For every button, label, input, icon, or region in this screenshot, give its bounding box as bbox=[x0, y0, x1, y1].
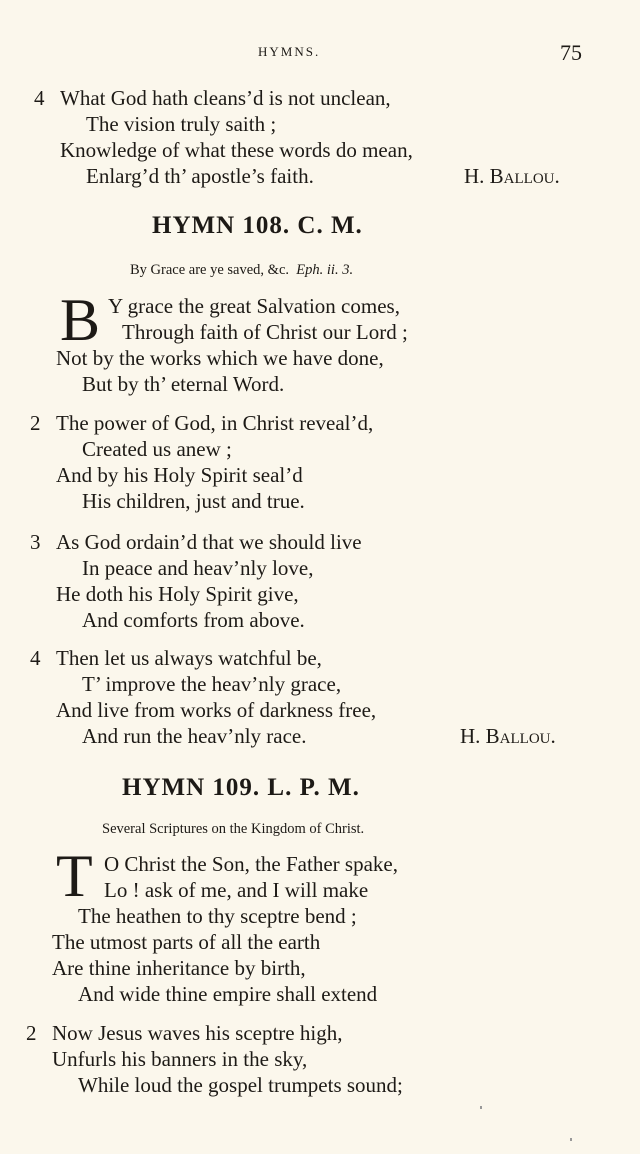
hymn-title: HYMN 108. C. M. bbox=[152, 212, 363, 239]
verse-line: Lo ! ask of me, and I will make bbox=[104, 878, 369, 902]
verse-line: The power of God, in Christ reveal’d, bbox=[56, 411, 374, 435]
hymn-subtitle: Several Scriptures on the Kingdom of Christ. bbox=[102, 821, 365, 837]
verse-line: Y grace the great Salvation comes, bbox=[108, 294, 400, 318]
stanza-number: 4 bbox=[30, 646, 41, 670]
verse-line: The heathen to thy sceptre bend ; bbox=[78, 904, 357, 928]
verse-line: The vision truly saith ; bbox=[86, 112, 277, 136]
paper-speck bbox=[480, 1106, 482, 1109]
verse-line: Enlarg’d th’ apostle’s faith. bbox=[86, 164, 314, 188]
verse-line: As God ordain’d that we should live bbox=[56, 530, 362, 554]
verse-line: Not by the works which we have done, bbox=[56, 346, 384, 370]
verse-line: But by th’ eternal Word. bbox=[82, 372, 285, 396]
page-number: 75 bbox=[560, 40, 582, 65]
verse-line: What God hath cleans’d is not unclean, bbox=[60, 86, 391, 110]
verse-line: He doth his Holy Spirit give, bbox=[56, 582, 299, 606]
verse-line: And wide thine empire shall extend bbox=[78, 982, 378, 1006]
verse-line: Unfurls his banners in the sky, bbox=[52, 1047, 308, 1071]
verse-line: Through faith of Christ our Lord ; bbox=[122, 320, 408, 344]
verse-line: His children, just and true. bbox=[82, 489, 305, 513]
verse-line: O Christ the Son, the Father spake, bbox=[104, 852, 398, 876]
author-attribution: H. Ballou. bbox=[460, 724, 556, 748]
verse-line: In peace and heav’nly love, bbox=[82, 556, 314, 580]
verse-line: Knowledge of what these words do mean, bbox=[60, 138, 413, 162]
verse-line: Are thine inheritance by birth, bbox=[52, 956, 306, 980]
verse-line: Then let us always watchful be, bbox=[56, 646, 322, 670]
verse-line: And comforts from above. bbox=[82, 608, 305, 632]
verse-line: While loud the gospel trumpets sound; bbox=[78, 1073, 403, 1097]
subtitle-text: By Grace are ye saved, &c. bbox=[130, 262, 290, 278]
verse-line: And live from works of darkness free, bbox=[56, 698, 377, 722]
running-head: HYMNS. bbox=[258, 44, 321, 59]
verse-line: And run the heav’nly race. bbox=[82, 724, 307, 748]
drop-capital: T bbox=[56, 843, 93, 909]
stanza-number: 2 bbox=[26, 1021, 37, 1045]
verse-line: Now Jesus waves his sceptre high, bbox=[52, 1021, 343, 1045]
author-attribution: H. Ballou. bbox=[464, 164, 560, 188]
verse-line: The utmost parts of all the earth bbox=[52, 930, 321, 954]
verse-line: T’ improve the heav’nly grace, bbox=[82, 672, 342, 696]
stanza-number: 4 bbox=[34, 86, 45, 110]
verse-line: And by his Holy Spirit seal’d bbox=[56, 463, 303, 487]
verse-line: Created us anew ; bbox=[82, 437, 232, 461]
drop-capital: B bbox=[60, 287, 101, 353]
hymn-title: HYMN 109. L. P. M. bbox=[122, 774, 360, 801]
stanza-number: 2 bbox=[30, 411, 41, 435]
stanza-number: 3 bbox=[30, 530, 41, 554]
hymn-subtitle bbox=[130, 262, 353, 279]
scripture-reference: Eph. ii. 3. bbox=[296, 262, 354, 278]
paper-speck bbox=[570, 1138, 572, 1141]
